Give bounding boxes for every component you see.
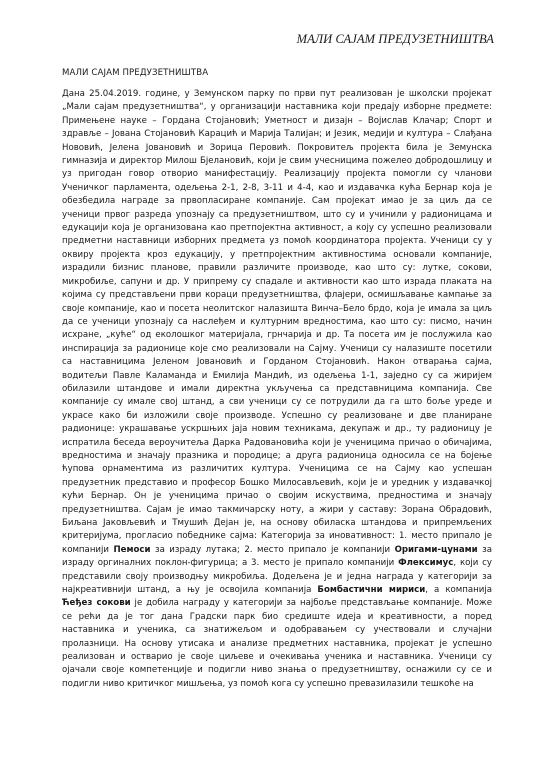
- section-title: МАЛИ САЈАМ ПРЕДУЗЕТНИШТВА: [62, 68, 209, 78]
- company-name: Флексимус: [398, 558, 454, 569]
- company-name: Пемоси: [113, 544, 151, 555]
- body-text-run: , а компанија: [425, 585, 492, 596]
- company-name: Оригами-цунами: [394, 544, 478, 555]
- company-name: Бомбастични мириси: [317, 585, 426, 596]
- body-text-run: Дана 25.04.2019. године, у Земунском парку по први пут реализован је школски пројекат „Мали сајам предузетништва“, у организацији наставника који предају изборне предмете: Примењене науке – Гордана Стојановић; Уметност и дизајн – Војислав Клачар; Спорт и здравље – Јована Стојановић Карацић и Марија Талијан; и Језик, медији и култура – Слађана Нововић, Јелена Јовановић и Зорица Перовић. Покровитељ пројекта била је Земунска гимназија и директор Милош Бјелановић, који је свим учесницима пожелео добродошлицу и уз пригодан говор отворио манифестацију. Реализацију пројекта помогли су чланови Ученичког парламента, одељења 2-1, 2-8, 3-11 и 4-4, као и издавачка кућа Бернар која је обезбедила награде за првопласиране компаније. Сам пројекат имао је за циљ да се ученици првог разреда упознају са предузетништвом, што су и учинили у радионицама и едукацији која је организована као претпојектна активност, а коју су успешно реализовали предметни наставници изборних предмета уз помоћ координатора пројекта. Ученици су у оквиру пројекта кроз едукацију, у претпројектним активностима основали компаније, израдили бизнис планове, правили различите производе, као што су: лутке, сокови, микробиље, сапуни и др. У припрему су спадале и активности као што израда плаката на којима су представљени први кораци предузетништва, флајери, осмишљавање кампање за своје компаније, као и посета неолитског налазишта Винча–Бело брдо, која је имала за циљ да се ученици упознају са наслеђем и културним вредностима, као што су: писмо, начин исхране, „куће“ од еколошког материјала, грнчарија и др. Та посета им је послужила као инспирација за радионице које смо реализовали на Сајму. Ученици су налазиште посетили са наставницима Јеленом Јовановић и Горданом Стојановић. Након отварања сајма, водитељи Павле Каламанда и Емилија Мандић, из одељења 1-1, заједно су са жиријем обилазили штандове и имали директна укључења са представницима компанија. Све компаније су имале свој штанд, а сви ученици су се потрудили да га што боље уреде и украсе како би изложили своје производе. Успешно су реализоване и две планиране радионице: украшавање ускршњих јаја новим техникама, декупаж и др., ту радионицу је испратила беседа вероучитеља Дарка Радовановића који је ученицима причао о обичајима, вредностима и значају празника и породице; а друга радионица односила се на бојење ћупова орнаментима из различитих култура. Ученицима се на Сајму као успешан предузетник представио и професор Бошко Милосављевић, који је и уредник у издавачкој кући Бернар. Он је ученицима причао о својим искуствима, предностима и значају предузетништва. Сајам је имао такмичарску ноту, а жири у саставу: Зорана Обрадовић, Биљана Јаковљевић и Тмушић Дејан је, на основу обиласка штандова и припремљених критеријума, прогласио победнике сајма: Категорија за иновативност: 1. место припало је компанији: [62, 89, 492, 555]
- body-text-run: за израду оргиналних поклон-фигурица; а 3. место је припало компанији: [62, 544, 492, 569]
- body-paragraph: [62, 88, 492, 691]
- body-text-run: је добила награду у категорији за најбоље представљање компаније. Може се рећи да је тог дана Градски парк био средиште идеја и креативности, а поред наставника и ученика, са знатижељом и одобравањем су учествовали и случајни пролазници. На основу утисака и анализе предметних наставника, пројекат је успешно реализован и остварио је своје циљеве и очекивања ученика и наставника. Ученици су ојачали своје компетенције и подигли ниво знања о предузетништву, оснажили су се и подигли ниво критичког мишљења, уз помоћ кога су успешно превазилазили тешкоће на: [62, 598, 492, 689]
- page-header-title: МАЛИ САЈАМ ПРЕДУЗЕТНИШТВА: [296, 32, 494, 46]
- company-name: Ћеђез сокови: [62, 598, 131, 609]
- body-text-run: за израду лутака; 2. место припало је компанији: [150, 544, 395, 555]
- body-text-run: , који су представили своју производњу микробиља. Додељена је и једна награда у категорији за најкреативнији штанд, а њу је освојила компанија: [62, 558, 492, 596]
